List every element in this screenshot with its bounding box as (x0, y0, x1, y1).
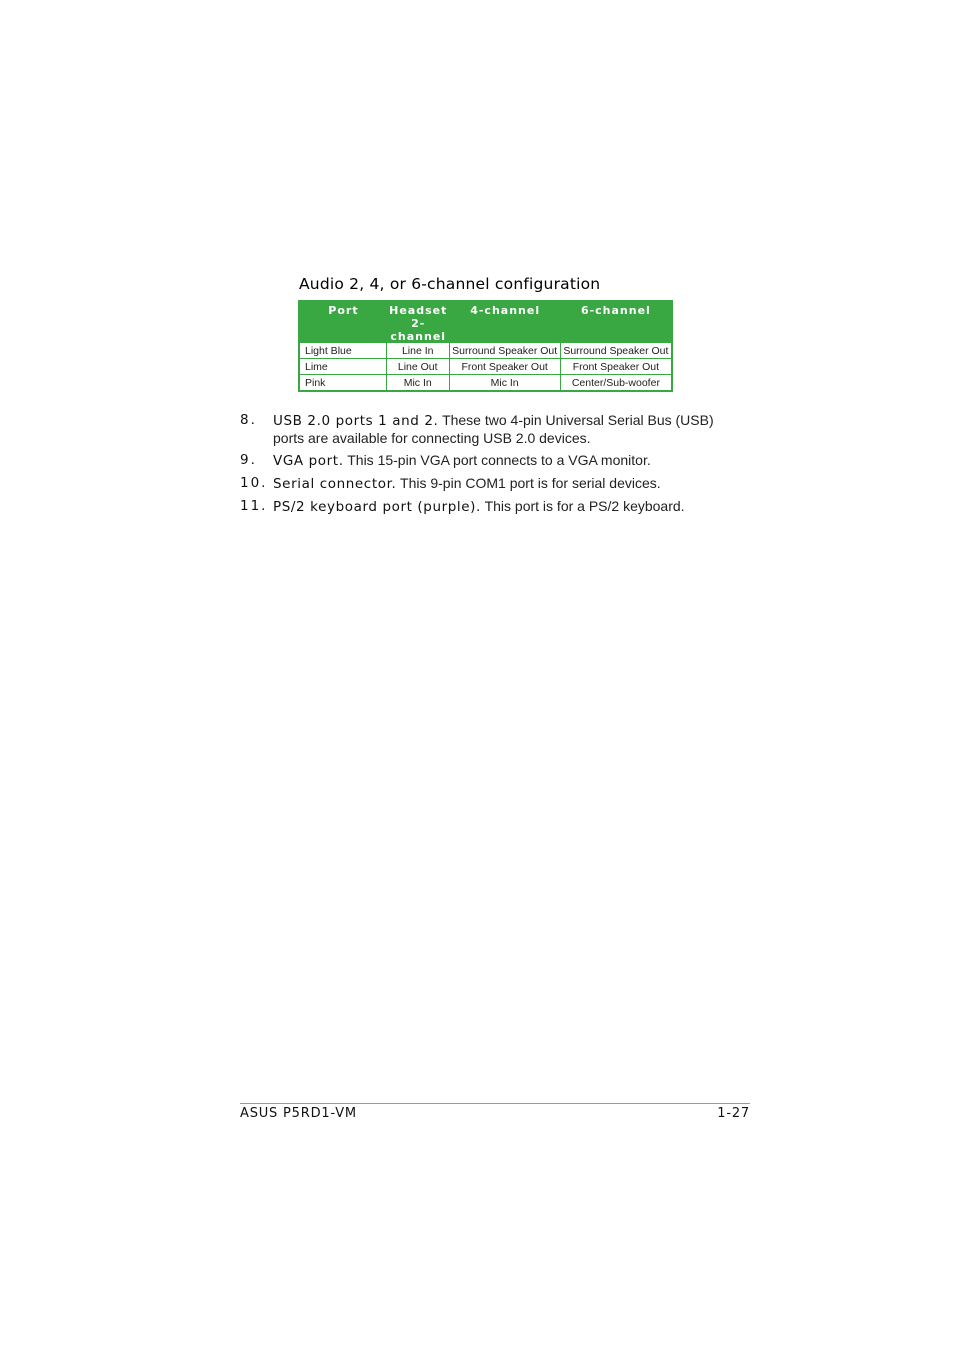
item-description: This 9-pin COM1 port is for serial devices. (400, 475, 661, 491)
header-headset-line1: Headset (389, 304, 448, 317)
table-cell: Surround Speaker Out (561, 343, 671, 359)
table-cell: Pink (300, 375, 387, 390)
table-cell: Front Speaker Out (450, 359, 561, 375)
table-cell: Line Out (387, 359, 450, 375)
item-term: USB 2.0 ports 1 and 2. (273, 413, 439, 429)
header-port: Port (328, 304, 359, 317)
item-number: 10. (240, 475, 268, 491)
header-headset (387, 302, 450, 343)
table-cell: Mic In (450, 375, 561, 390)
item-term: PS/2 keyboard port (purple). (273, 499, 481, 515)
table-cell: Mic In (387, 375, 450, 390)
header-6-channel: 6-channel (580, 304, 651, 317)
table-row (300, 375, 671, 390)
header-4-channel: 4-channel (470, 304, 541, 317)
footer-page-number: 1-27 (717, 1106, 750, 1121)
table-cell: Surround Speaker Out (450, 343, 561, 359)
item-term: VGA port. (273, 453, 344, 469)
table-cell: Front Speaker Out (561, 359, 671, 375)
list-item (240, 475, 740, 493)
item-number: 9. (240, 452, 257, 468)
item-description: These two 4-pin Universal Serial Bus (USB) ports are available for connecting USB 2.0 devices. (273, 412, 714, 446)
table-row (300, 359, 671, 375)
table-row (300, 343, 671, 359)
table-cell: Light Blue (300, 343, 387, 359)
footer-divider (240, 1103, 750, 1104)
table-header-row (300, 302, 671, 343)
table-cell: Center/Sub-woofer (561, 375, 671, 390)
list-item (240, 452, 740, 470)
list-item (240, 412, 740, 447)
section-title: Audio 2, 4, or 6-channel configuration (299, 275, 601, 293)
table-cell: Lime (300, 359, 387, 375)
item-description: This 15-pin VGA port connects to a VGA monitor. (347, 452, 651, 468)
table-cell: Line In (387, 343, 450, 359)
list-item (240, 498, 740, 516)
item-term: Serial connector. (273, 476, 397, 492)
audio-config-table (298, 300, 673, 392)
footer-product-name: ASUS P5RD1-VM (240, 1106, 357, 1121)
port-description-list (240, 412, 740, 521)
item-description: This port is for a PS/2 keyboard. (484, 498, 685, 514)
item-number: 11. (240, 498, 268, 514)
item-number: 8. (240, 412, 257, 428)
header-headset-line2: 2-channel (390, 317, 447, 343)
